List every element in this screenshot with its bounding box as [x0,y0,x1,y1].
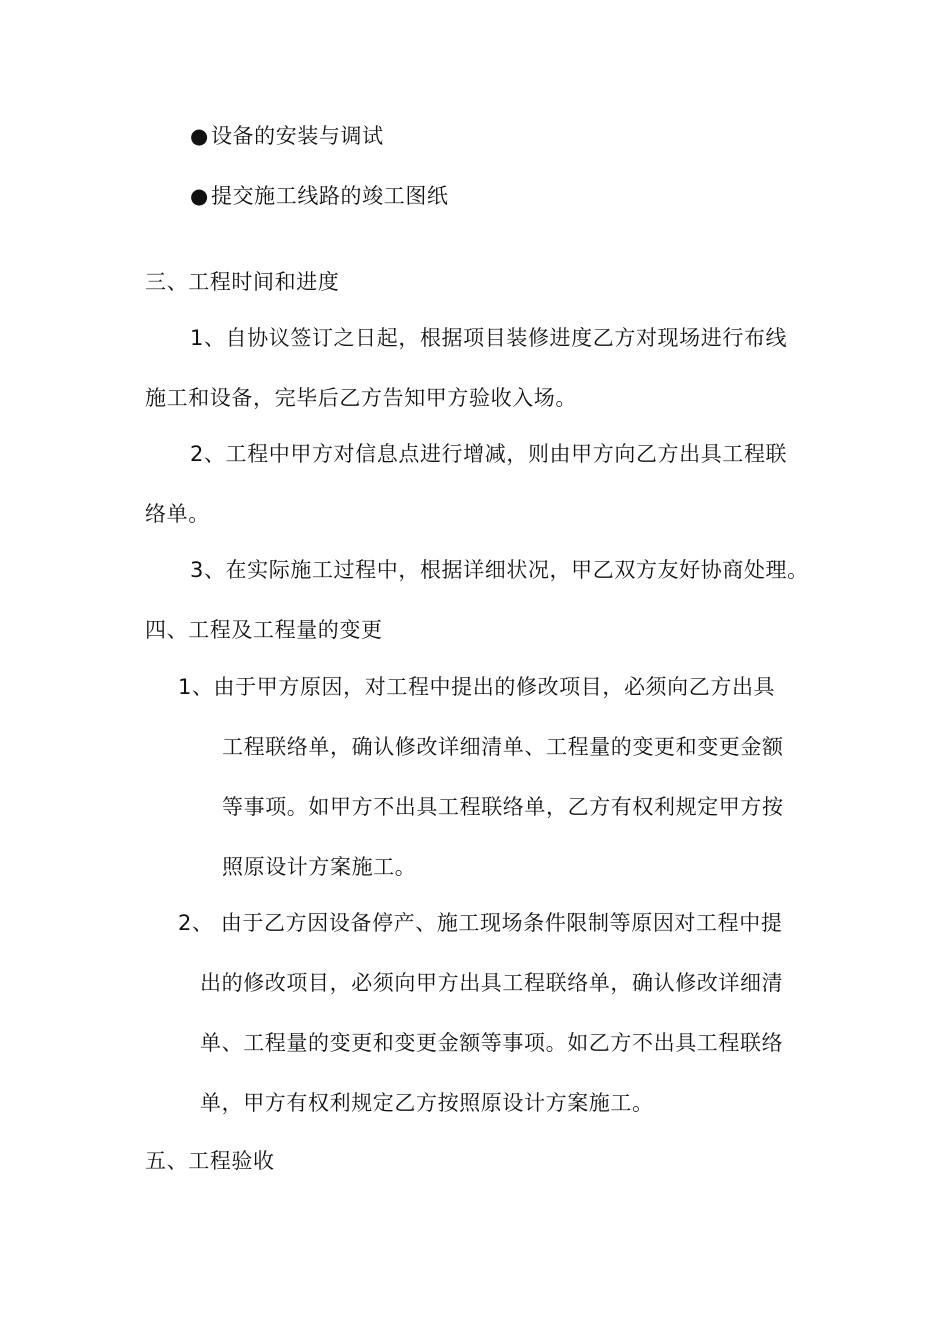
paragraph-line: 3、在实际施工过程中，根据详细状况，甲乙双方友好协商处理。 [190,558,809,582]
list-item-line: 等事项。如甲方不出具工程联络单，乙方有权利规定甲方按 [222,795,784,819]
paragraph-line: 1、自协议签订之日起，根据项目装修进度乙方对现场进行布线 [190,326,788,350]
bullet-text: 设备的安装与调试 [210,124,384,148]
list-item-line: 2、 由于乙方因设备停产、施工现场条件限制等原因对工程中提 [178,911,783,935]
list-item-line: 出的修改项目，必须向甲方出具工程联络单，确认修改详细清 [200,971,784,995]
section-5-heading: 五、工程验收 [145,1149,275,1173]
paragraph-line: 2、工程中甲方对信息点进行增减，则由甲方向乙方出具工程联 [190,442,788,466]
section-3-heading: 三、工程时间和进度 [145,270,340,294]
list-item-line: 单、工程量的变更和变更金额等事项。如乙方不出具工程联络 [200,1031,784,1055]
paragraph-line: 络单。 [145,502,210,526]
bullet-item [190,181,449,211]
list-item-line: 1、由于甲方原因，对工程中提出的修改项目，必须向乙方出具 [178,675,776,699]
section-4-heading: 四、工程及工程量的变更 [145,618,383,642]
bullet-text: 提交施工线路的竣工图纸 [210,184,449,208]
paragraph-line: 施工和设备，完毕后乙方告知甲方验收入场。 [145,386,577,410]
bullet-item [190,121,384,151]
list-item-line: 照原设计方案施工。 [222,855,417,879]
bullet-icon: ● [190,124,209,148]
list-item-line: 单，甲方有权利规定乙方按照原设计方案施工。 [200,1091,654,1115]
bullet-icon: ● [190,184,209,208]
list-item-line: 工程联络单，确认修改详细清单、工程量的变更和变更金额 [222,735,784,759]
